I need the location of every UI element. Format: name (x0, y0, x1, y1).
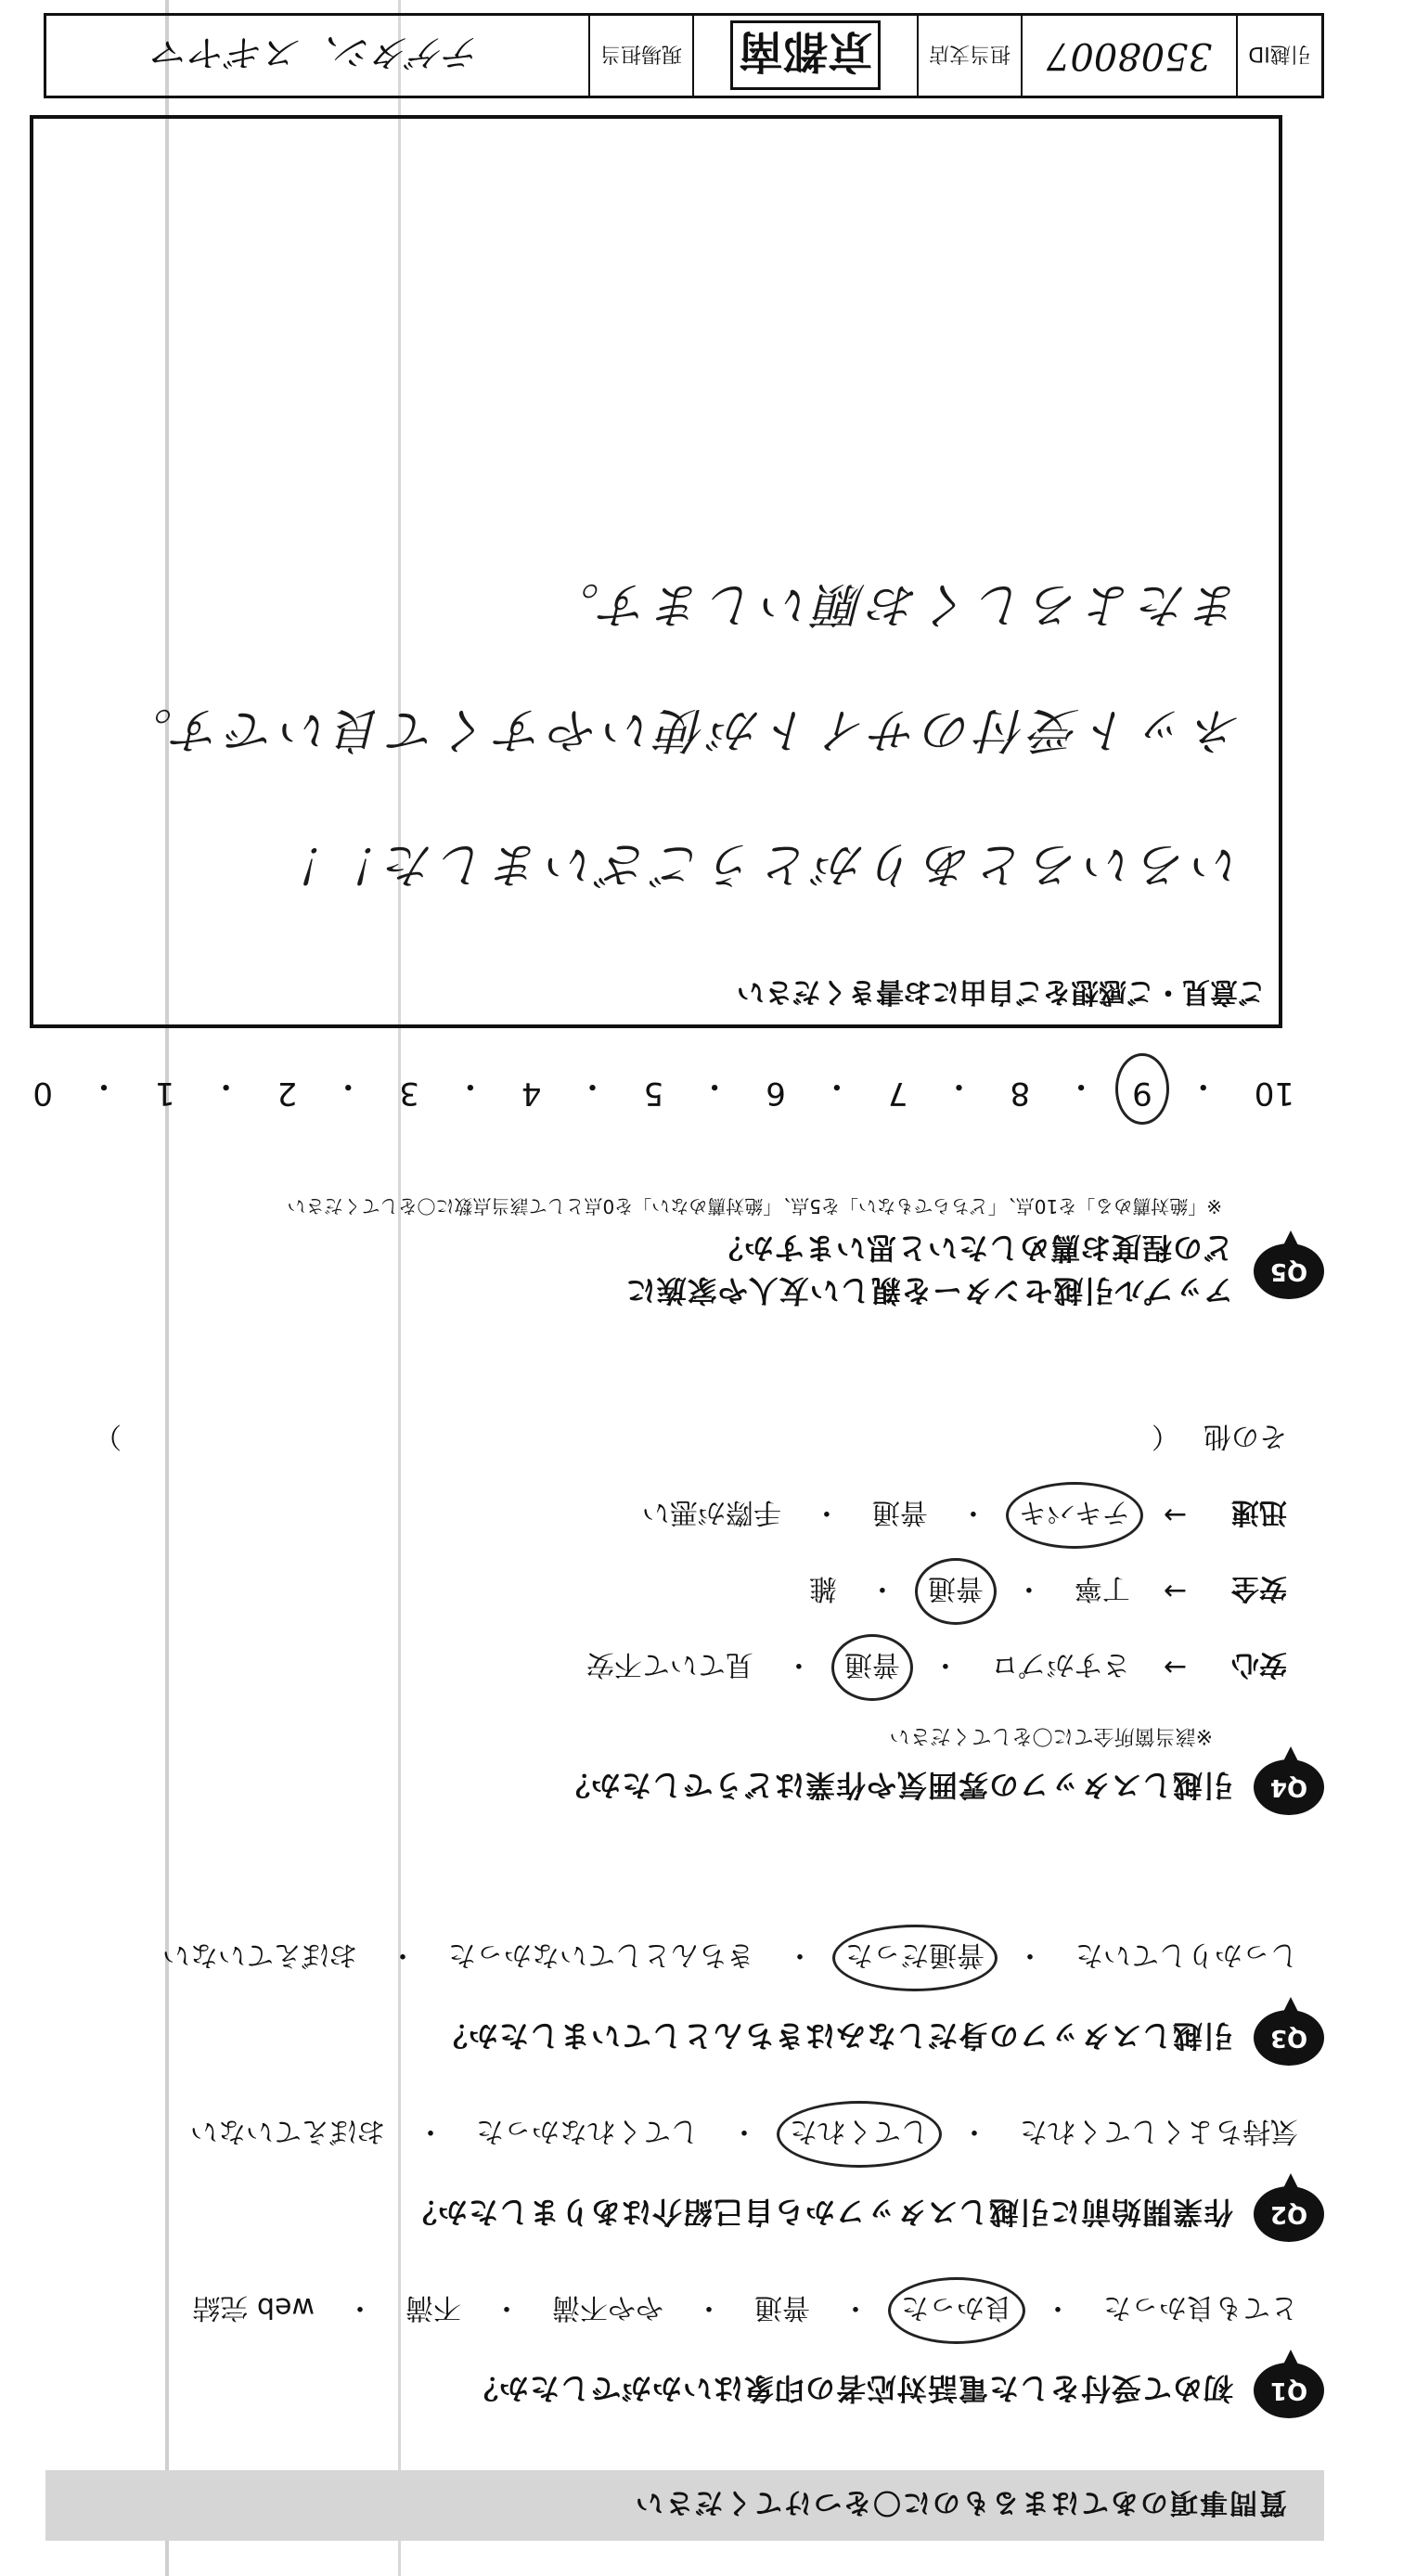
comment-label: ご意見・ご感想をご自由にお書きください (737, 975, 1266, 1008)
q4-row-jinsoku: 迅速 → テキパキ ・ 普通 ・ 手際が悪い (25, 1495, 1287, 1536)
q1-option[interactable]: 普通 (754, 2291, 810, 2324)
score-option[interactable]: 1 (154, 1075, 175, 1112)
comment-box[interactable] (30, 115, 1282, 1028)
q1-option[interactable]: やや不満 (552, 2291, 663, 2324)
instructions-header: 質問事項のあてはまるものに〇をつけてください (45, 2470, 1324, 2541)
id-value: 3508007 (1021, 16, 1236, 96)
question-5 (25, 1194, 1324, 1314)
score-option-selected[interactable]: 9 (1121, 1066, 1164, 1112)
other-close: ） (94, 1420, 122, 1452)
q1-text: 初めて受付をした電話対応者の印象はいかがでしたか？ (467, 2371, 1233, 2406)
row-label: 安心 (1231, 1648, 1287, 1681)
question-2 (25, 2114, 1324, 2242)
arrow-icon: → (1163, 1499, 1187, 1532)
comment-line: いろいろとありがとうございました！！ (272, 836, 1242, 892)
q3-option[interactable]: しっかりしていた (1075, 1938, 1298, 1971)
q1-option[interactable]: とても良かった (1103, 2291, 1298, 2324)
score-option[interactable]: 3 (399, 1075, 419, 1112)
row-label: 安全 (1231, 1572, 1287, 1604)
q5-text-2: どの程度お薦めしたいと思いますか？ (712, 1230, 1233, 1266)
q3-text: 引越しスタッフの身だしなみはきちんとしていましたか？ (436, 2018, 1233, 2054)
q3-options: しっかりしていた ・ 普通だった ・ きちんとしていなかった ・ おぼえていない (25, 1938, 1306, 1978)
q2-options: 気持ちよくしてくれた ・ してくれた ・ してくれなかった ・ おぼえていない (25, 2114, 1306, 2155)
q4-badge: Q4 (1254, 1759, 1324, 1815)
q2-option-selected[interactable]: してくれた (782, 2114, 936, 2155)
q1-option-selected[interactable]: 良かった (894, 2290, 1020, 2331)
question-4 (25, 1419, 1324, 1815)
q5-scores: 10 ・ 9 ・ 8 ・ 7 ・ 6 ・ 5 ・ 4 ・ 3 ・ 2 ・ 1 ・ 0 (21, 1066, 1306, 1112)
score-option[interactable]: 4 (521, 1075, 542, 1112)
q4-row-anshin: 安心 → さすがプロ ・ 普通 ・ 見ていて不安 (25, 1647, 1287, 1688)
score-option[interactable]: 0 (32, 1075, 53, 1112)
branch-label: 担当支店 (917, 16, 1021, 96)
q4-option[interactable]: 手際が悪い (641, 1496, 781, 1528)
q4-option-selected[interactable]: テキパキ (1011, 1495, 1138, 1536)
q4-other (25, 1419, 1287, 1460)
arrow-icon: → (1163, 1575, 1187, 1608)
score-option[interactable]: 7 (887, 1075, 908, 1112)
q4-text: 引越しスタッフの雰囲気や作業はどうでしたか？ (559, 1768, 1233, 1803)
comment-line: ネット受付のサイトが使いやすくて良いです。 (118, 702, 1242, 757)
q4-option[interactable]: さすがプロ (990, 1648, 1130, 1681)
question-1 (25, 2290, 1324, 2418)
footer-table (44, 13, 1324, 98)
score-option[interactable]: 2 (277, 1075, 298, 1112)
q2-text: 作業開始前に引越しスタッフから自己紹介はありましたか？ (405, 2195, 1233, 2230)
arrow-icon: → (1163, 1651, 1187, 1684)
q4-row-anzen: 安全 → 丁寧 ・ 普通 ・ 雑 (25, 1571, 1287, 1612)
q2-option[interactable]: してくれなかった (476, 2115, 699, 2147)
q4-option-selected[interactable]: 普通 (837, 1647, 907, 1688)
q1-badge: Q1 (1254, 2363, 1324, 2418)
q5-badge: Q5 (1254, 1243, 1324, 1299)
q4-option-selected[interactable]: 普通 (920, 1571, 991, 1612)
q2-option[interactable]: おぼえていない (190, 2115, 385, 2147)
row-label: 迅速 (1231, 1496, 1287, 1528)
other-label: その他 (1203, 1420, 1287, 1452)
id-label: 引越ID (1236, 16, 1321, 96)
q3-badge: Q3 (1254, 2010, 1324, 2066)
score-option[interactable]: 8 (1010, 1075, 1031, 1112)
q1-options: とても良かった ・ 良かった ・ 普通 ・ やや不満 ・ 不満 ・ web 完結 (25, 2290, 1306, 2331)
q2-option[interactable]: 気持ちよくしてくれた (1020, 2115, 1298, 2147)
question-3 (25, 1938, 1324, 2066)
q5-text: アップル引越センターを親しい友人や家族に (624, 1273, 1233, 1308)
branch-stamp: 京都南 (730, 21, 881, 91)
q3-option[interactable]: おぼえていない (162, 1938, 357, 1971)
q1-option[interactable]: web 完結 (192, 2291, 315, 2324)
q4-note: ※該当箇所全てに〇をしてください (889, 1724, 1213, 1747)
other-open: （ (1152, 1420, 1179, 1452)
branch-cell (692, 16, 917, 96)
score-option[interactable]: 10 (1254, 1075, 1294, 1112)
score-option[interactable]: 6 (766, 1075, 786, 1112)
q4-option[interactable]: 雑 (808, 1572, 837, 1604)
q3-option[interactable]: きちんとしていなかった (448, 1938, 754, 1971)
staff-value: テゲタシ、スギヤマ (153, 31, 482, 74)
staff-label: 現場担当 (588, 16, 692, 96)
score-option[interactable]: 5 (643, 1075, 664, 1112)
q4-option[interactable]: 普通 (871, 1496, 928, 1528)
q4-option[interactable]: 丁寧 (1074, 1572, 1130, 1604)
q2-badge: Q2 (1254, 2186, 1324, 2242)
q4-option[interactable]: 見ていて不安 (586, 1648, 753, 1681)
q5-note: ※「絶対薦める」を10点、「どちらでもない」を5点、「絶対薦めない」を0点として該当点数に〇をしてください (287, 1195, 1222, 1217)
q3-option-selected[interactable]: 普通だった (838, 1938, 992, 1978)
q1-option[interactable]: 不満 (405, 2291, 461, 2324)
comment-line: またよろしくお願いします。 (546, 576, 1242, 632)
